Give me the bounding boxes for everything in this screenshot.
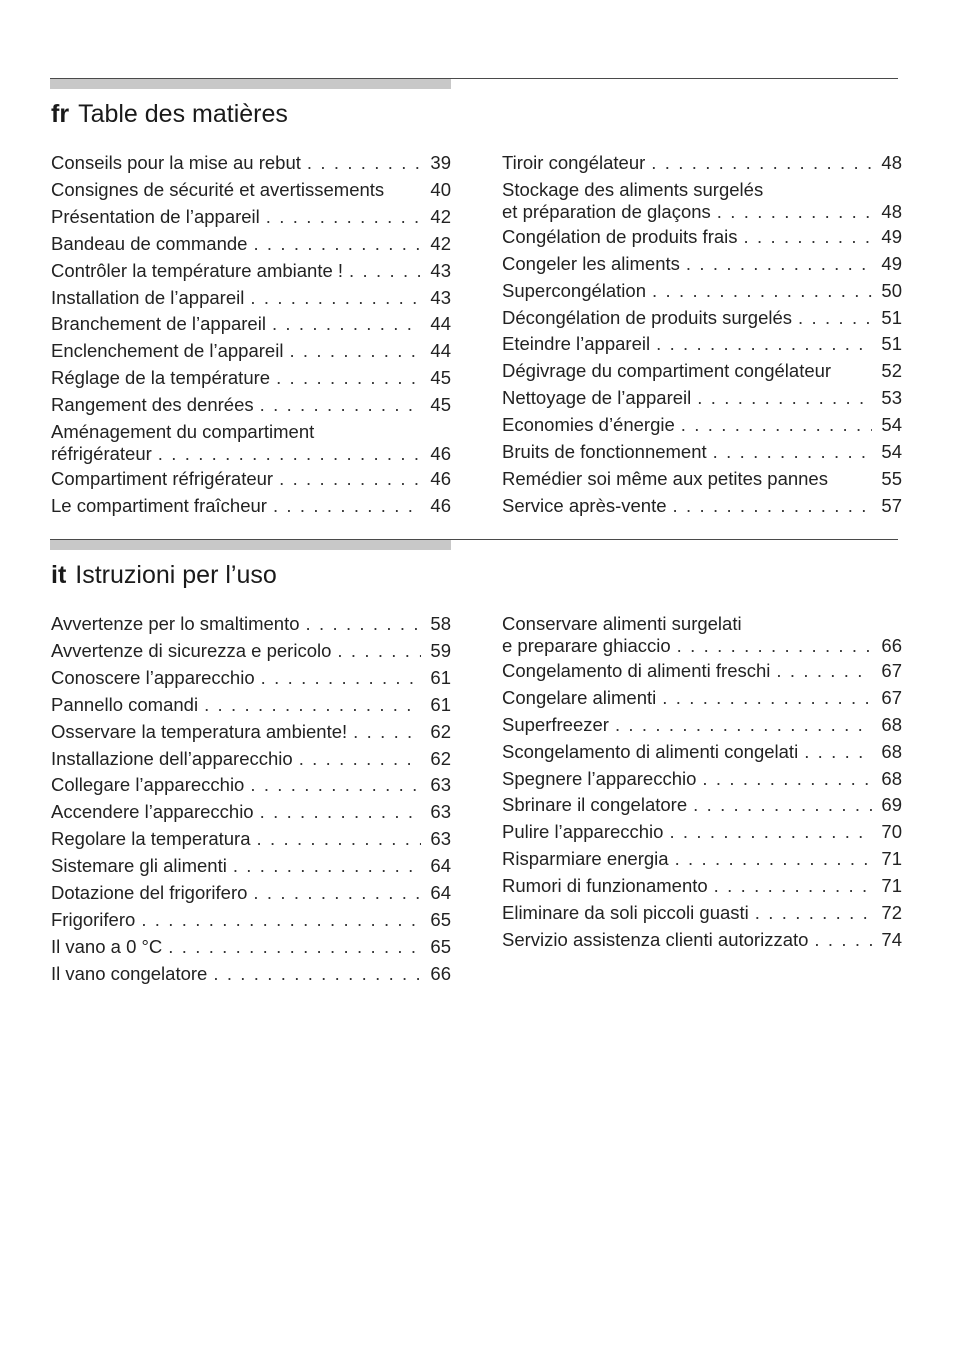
toc-entry-page: 68 [881,768,902,789]
toc-entry[interactable] [502,846,902,870]
toc-entry-label: Il vano a 0 °C [51,936,163,957]
toc-entry-page: 50 [881,280,902,301]
toc-entry[interactable] [502,739,902,763]
dot-leader [250,774,421,796]
toc-entry[interactable] [51,880,451,904]
toc-entry-page: 66 [430,963,451,984]
toc-entry[interactable] [502,819,902,843]
toc-entry-label: Consignes de sécurité et avertissements [51,179,385,200]
toc-entry-label: Rangement des denrées [51,394,254,415]
toc-entry[interactable] [502,792,902,816]
toc-section-it [50,539,902,999]
toc-entry[interactable] [502,685,902,709]
toc-entry-page: 45 [430,367,451,388]
toc-entry-page: 67 [881,660,902,681]
section-title: Istruzioni per l’uso [75,561,277,589]
dot-leader [651,152,872,174]
toc-entry[interactable] [51,311,451,335]
toc-entry-page: 68 [881,714,902,735]
dot-leader [776,660,872,682]
toc-entry[interactable] [51,466,451,490]
toc-entry-label: Congeler les aliments [502,253,680,274]
toc-entry-page: 45 [430,394,451,415]
toc-entry[interactable] [51,907,451,931]
toc-entry-page: 64 [430,882,451,903]
dot-leader [814,929,872,951]
toc-entry-label: Pulire l’apparecchio [502,821,664,842]
dot-leader [615,714,872,736]
toc-entry[interactable] [51,231,451,255]
toc-entry-label: Risparmiare energia [502,848,669,869]
dot-leader [353,721,421,743]
dot-leader [673,495,872,517]
toc-entry-label: Eteindre l’appareil [502,333,651,354]
dot-leader [289,340,421,362]
toc-entry-label-line1: Conservare alimenti surgelati [502,613,742,634]
dot-leader [307,152,421,174]
dot-leader [233,855,421,877]
toc-entry-label: Nettoyage de l’appareil [502,387,692,408]
toc-entry[interactable] [51,611,451,635]
toc-entry-page: 54 [881,414,902,435]
dot-leader [213,963,421,985]
dot-leader [677,635,872,657]
toc-entry[interactable] [502,305,902,329]
toc-entry-label: Compartiment réfrigérateur [51,468,274,489]
toc-entry-label: Frigorifero [51,909,136,930]
toc-entry-page: 63 [430,801,451,822]
toc-entry-page: 46 [430,443,451,464]
toc-entry[interactable] [502,493,902,517]
toc-entry-label: Il vano congelatore [51,963,208,984]
dot-leader [276,367,421,389]
toc-entry-page: 63 [430,774,451,795]
toc-entry-label: Le compartiment fraîcheur [51,495,267,516]
toc-entry-page: 65 [430,909,451,930]
toc-entry-label: Service après-vente [502,495,667,516]
toc-entry-label: Installazione dell’apparecchio [51,748,293,769]
dot-leader [260,394,421,416]
toc-entry-page: 42 [430,233,451,254]
dot-leader [798,307,872,329]
dot-leader [755,902,872,924]
toc-entry-page: 65 [430,936,451,957]
toc-entry[interactable] [502,439,902,463]
dot-leader [257,828,422,850]
section-rule-band [50,540,451,550]
toc-entry-label: Osservare la temperatura ambiente! [51,721,348,742]
toc-entry-label: Scongelamento di alimenti congelati [502,741,799,762]
toc-entry-label: Sbrinare il congelatore [502,794,688,815]
toc-entry-page: 72 [881,902,902,923]
toc-entry-page: 74 [881,929,902,950]
toc-entry-page: 39 [430,152,451,173]
toc-entry[interactable] [502,412,902,436]
toc-entry-label: Pannello comandi [51,694,199,715]
toc-entry-page: 58 [430,613,451,634]
toc-entry[interactable] [51,493,451,517]
toc-entry-label: Economies d’énergie [502,414,675,435]
toc-entry-page: 62 [430,748,451,769]
toc-entry-label: Congélation de produits frais [502,226,738,247]
dot-leader [260,801,421,823]
toc-entry-label: Avvertenze per lo smaltimento [51,613,300,634]
toc-entry[interactable] [51,392,451,416]
toc-entry[interactable] [51,177,451,201]
toc-entry-page: 52 [881,360,902,381]
toc-entry[interactable] [51,638,451,662]
toc-entry-page: 69 [881,794,902,815]
toc-entry-page: 67 [881,687,902,708]
dot-leader [713,441,872,463]
toc-entry-label: Eliminare da soli piccoli guasti [502,902,749,923]
toc-entry-label: Conoscere l’apparecchio [51,667,255,688]
toc-entry-label: Contrôler la température ambiante ! [51,260,344,281]
toc-entry[interactable] [502,224,902,248]
dot-leader [253,882,421,904]
dot-leader [669,821,872,843]
toc-entry[interactable] [51,365,451,389]
toc-entry-label: réfrigérateur [51,443,152,464]
toc-entry-page: 44 [430,313,451,334]
toc-entry[interactable] [502,177,902,223]
toc-entry-label: Présentation de l’appareil [51,206,260,227]
toc-entry-page: 43 [430,287,451,308]
toc-entry[interactable] [502,385,902,409]
toc-entry-page: 40 [430,179,451,200]
toc-entry-label: Remédier soi même aux petites pannes [502,468,828,489]
toc-entry[interactable] [502,927,902,951]
toc-entry-label: Servizio assistenza clienti autorizzato [502,929,809,950]
toc-entry-label: Enclenchement de l’appareil [51,340,284,361]
toc-entry[interactable] [51,258,451,282]
toc-entry[interactable] [51,719,451,743]
toc-entry-page: 48 [881,152,902,173]
dot-leader [656,333,872,355]
toc-entry-label: Rumori di funzionamento [502,875,708,896]
toc-entry[interactable] [502,658,902,682]
toc-entry-page: 53 [881,387,902,408]
section-title: Table des matières [78,100,288,128]
dot-leader [675,848,872,870]
dot-leader [266,206,421,228]
toc-entry-label-line1: Aménagement du compartiment [51,421,315,442]
toc-entry-label: Spegnere l’apparecchio [502,768,697,789]
toc-entry[interactable] [502,900,902,924]
dot-leader [141,909,421,931]
toc-entry[interactable] [502,278,902,302]
dot-leader [686,253,872,275]
toc-entry-label: Bandeau de commande [51,233,248,254]
toc-entry[interactable] [51,150,451,174]
toc-entry-label: Installation de l’appareil [51,287,245,308]
section-heading [51,100,288,129]
section-lang: fr [51,100,70,128]
dot-leader [299,748,421,770]
toc-entry-page: 51 [881,333,902,354]
toc-entry-page: 61 [430,694,451,715]
toc-entry-page: 68 [881,741,902,762]
toc-entry-label-line1: Stockage des aliments surgelés [502,179,764,200]
dot-leader [253,233,421,255]
toc-entry-page: 59 [430,640,451,661]
toc-entry[interactable] [502,358,902,382]
dot-leader [261,667,421,689]
toc-entry-page: 70 [881,821,902,842]
toc-entry[interactable] [51,338,451,362]
toc-entry-page: 71 [881,875,902,896]
toc-entry-label: Tiroir congélateur [502,152,646,173]
toc-entry[interactable] [51,665,451,689]
toc-entry-page: 46 [430,468,451,489]
toc-entry[interactable] [502,466,902,490]
toc-entry-label: Collegare l’apparecchio [51,774,245,795]
toc-entry[interactable] [502,873,902,897]
toc-entry-page: 49 [881,253,902,274]
toc-entry-page: 62 [430,721,451,742]
dot-leader [349,260,421,282]
toc-entry[interactable] [51,419,451,465]
toc-entry-label: Dégivrage du compartiment congélateur [502,360,832,381]
toc-entry[interactable] [502,150,902,174]
toc-entry-label: Supercongélation [502,280,646,301]
toc-entry[interactable] [51,853,451,877]
dot-leader [272,313,421,335]
toc-entry[interactable] [51,799,451,823]
toc-entry[interactable] [51,692,451,716]
toc-entry-page: 43 [430,260,451,281]
toc-entry-label: Sistemare gli alimenti [51,855,227,876]
toc-entry-page: 64 [430,855,451,876]
toc-entry[interactable] [502,251,902,275]
toc-entry-label: Congelare alimenti [502,687,657,708]
toc-entry[interactable] [502,766,902,790]
toc-entry[interactable] [502,331,902,355]
toc-entry[interactable] [51,961,451,985]
toc-entry-page: 61 [430,667,451,688]
toc-entry-page: 57 [881,495,902,516]
toc-entry-page: 42 [430,206,451,227]
toc-entry-label: Avvertenze di sicurezza e pericolo [51,640,332,661]
dot-leader [702,768,872,790]
toc-entry-page: 71 [881,848,902,869]
dot-leader [744,226,872,248]
toc-entry-label: Réglage de la température [51,367,271,388]
toc-section-fr [50,78,902,528]
dot-leader [204,694,421,716]
toc-entry[interactable] [51,826,451,850]
toc-entry-label: Congelamento di alimenti freschi [502,660,771,681]
dot-leader [158,443,421,465]
toc-entry-label: Bruits de fonctionnement [502,441,707,462]
toc-entry-label: et préparation de glaçons [502,201,711,222]
toc-entry-page: 66 [881,635,902,656]
dot-leader [804,741,872,763]
toc-entry[interactable] [51,934,451,958]
toc-entry[interactable] [502,611,902,657]
toc-entry-page: 63 [430,828,451,849]
dot-leader [714,875,872,897]
toc-entry[interactable] [51,204,451,228]
dot-leader [662,687,872,709]
toc-entry-label: Conseils pour la mise au rebut [51,152,301,173]
dot-leader [168,936,421,958]
toc-entry-page: 46 [430,495,451,516]
dot-leader [681,414,872,436]
dot-leader [250,287,421,309]
toc-entry-page: 49 [881,226,902,247]
toc-entry-page: 54 [881,441,902,462]
toc-entry-page: 48 [881,201,902,222]
dot-leader [717,201,872,223]
toc-entry-label: Superfreezer [502,714,609,735]
toc-entry-label: Accendere l’apparecchio [51,801,254,822]
section-lang: it [51,561,67,589]
toc-entry-page: 55 [881,468,902,489]
toc-entry[interactable] [51,772,451,796]
section-rule-band [50,79,451,89]
dot-leader [273,495,421,517]
toc-entry[interactable] [502,712,902,736]
dot-leader [693,794,872,816]
toc-entry-label: Regolare la temperatura [51,828,251,849]
dot-leader [337,640,421,662]
dot-leader [306,613,422,635]
toc-entry-label: e preparare ghiaccio [502,635,671,656]
dot-leader [279,468,421,490]
toc-entry-page: 44 [430,340,451,361]
toc-entry[interactable] [51,285,451,309]
dot-leader [652,280,872,302]
dot-leader [697,387,872,409]
toc-entry-label: Branchement de l’appareil [51,313,266,334]
toc-entry-page: 51 [881,307,902,328]
toc-entry-label: Dotazione del frigorifero [51,882,248,903]
toc-entry[interactable] [51,746,451,770]
section-heading [51,561,277,590]
toc-entry-label: Décongélation de produits surgelés [502,307,793,328]
